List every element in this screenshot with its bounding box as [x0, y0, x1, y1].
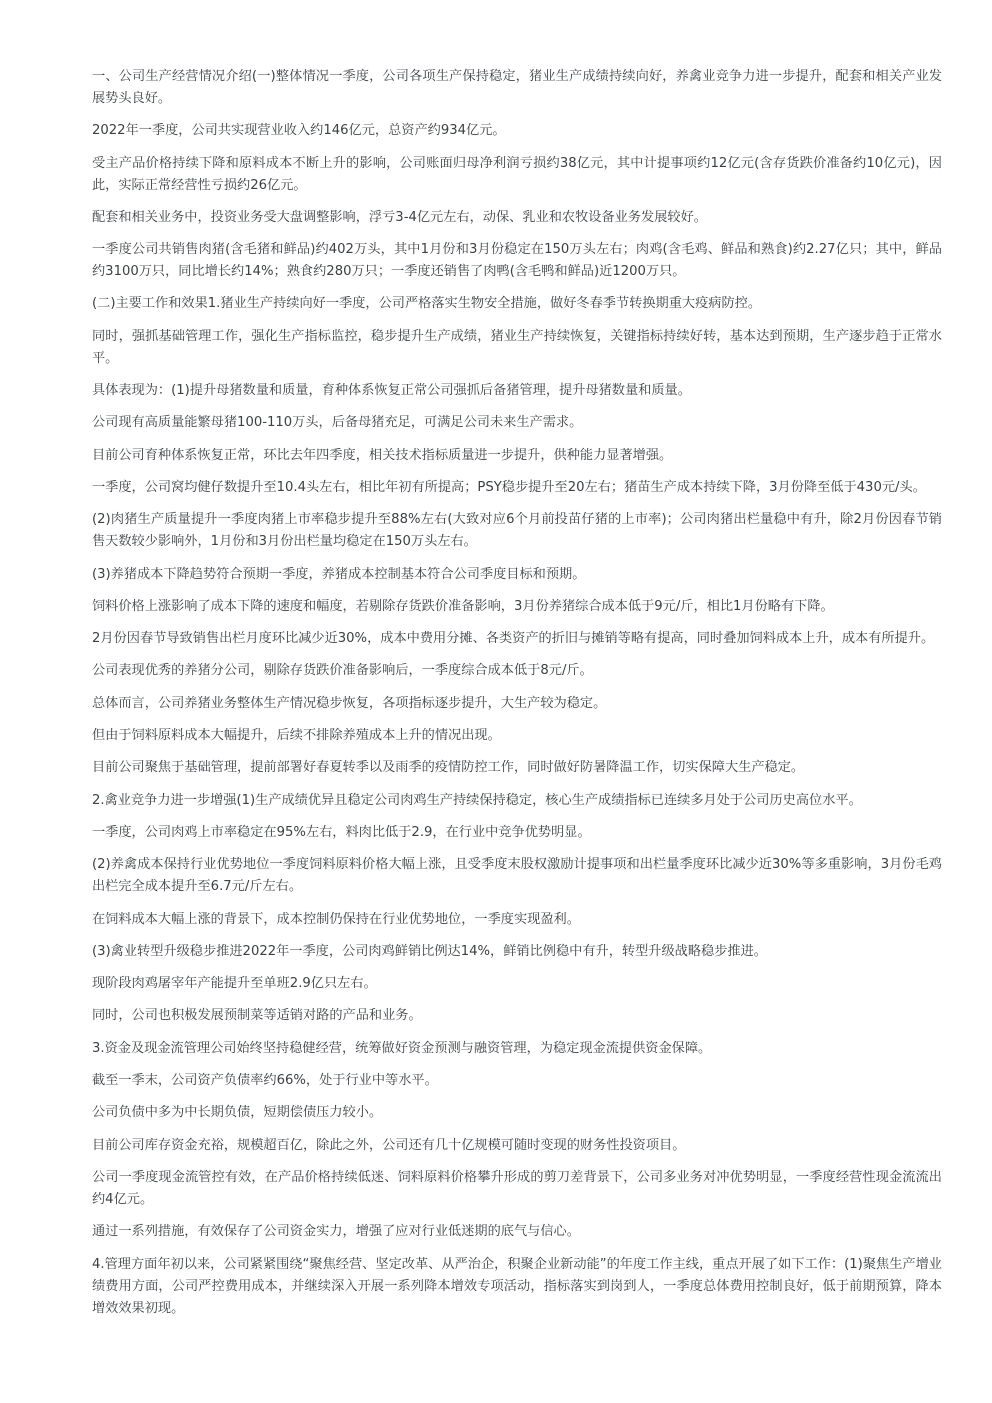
paragraph: 通过一系列措施，有效保存了公司资金实力，增强了应对行业低迷期的底气与信心。: [92, 1224, 580, 1240]
paragraph: 配套和相关业务中，投资业务受大盘调整影响，浮亏3-4亿元左右，动保、乳业和农牧设备业务发展较好。: [92, 209, 707, 225]
paragraph: 一季度公司共销售肉猪(含毛猪和鲜品)约402万头，其中1月份和3月份稳定在150万头左右；肉鸡(含毛鸡、鲜品和熟食)约2.27亿只；其中，鲜品约3100万只，同比增长约14%；熟食约280万只；一季度还销售了肉鸭(含毛鸭和鲜品)近1200万只。: [92, 242, 942, 280]
paragraph: 公司现有高质量能繁母猪100-110万头，后备母猪充足，可满足公司未来生产需求。: [92, 415, 583, 431]
paragraph: 同时，强抓基础管理工作，强化生产指标监控，稳步提升生产成绩，猪业生产持续恢复，关键指标持续好转，基本达到预期，生产逐步趋于正常水平。: [92, 328, 942, 366]
paragraph: 2.禽业竞争力进一步增强(1)生产成绩优异且稳定公司肉鸡生产持续保持稳定，核心生产成绩指标已连续多月处于公司历史高位水平。: [92, 792, 862, 808]
paragraph: (2)养禽成本保持行业优势地位一季度饲料原料价格大幅上涨，且受季度末股权激励计提事项和出栏量季度环比减少近30%等多重影响，3月份毛鸡出栏完全成本提升至6.7元/斤左右。: [92, 857, 942, 895]
paragraph: 一、公司生产经营情况介绍(一)整体情况一季度，公司各项生产保持稳定，猪业生产成绩持续向好，养禽业竞争力进一步提升，配套和相关产业发展势头良好。: [92, 69, 942, 106]
paragraph: 具体表现为：(1)提升母猪数量和质量，育种体系恢复正常公司强抓后备猪管理，提升母猪数量和质量。: [92, 383, 691, 399]
paragraph: 目前公司库存资金充裕，规模超百亿，除此之外，公司还有几十亿规模可随时变现的财务性投资项目。: [92, 1137, 686, 1153]
paragraph: 2月份因春节导致销售出栏月度环比减少近30%，成本中费用分摊、各类资产的折旧与摊销等略有提高，同时叠加饲料成本上升，成本有所提升。: [92, 631, 935, 647]
paragraph: 现阶段肉鸡屠宰年产能提升至单班2.9亿只左右。: [92, 976, 377, 992]
paragraph: 在饲料成本大幅上涨的背景下，成本控制仍保持在行业优势地位，一季度实现盈利。: [92, 911, 580, 927]
paragraph: 受主产品价格持续下降和原料成本不断上升的影响，公司账面归母净利润亏损约38亿元，其中计提事项约12亿元(含存货跌价准备约10亿元)，因此，实际正常经营性亏损约26亿元。: [92, 155, 942, 193]
paragraph: (二)主要工作和效果1.猪业生产持续向好一季度，公司严格落实生物安全措施，做好冬春季节转换期重大疫病防控。: [92, 296, 762, 312]
paragraph: 3.资金及现金流管理公司始终坚持稳健经营，统筹做好资金预测与融资管理，为稳定现金流提供资金保障。: [92, 1040, 712, 1056]
paragraph: 目前公司育种体系恢复正常，环比去年四季度，相关技术指标质量进一步提升，供种能力显著增强。: [92, 447, 673, 463]
paragraph: 同时，公司也积极发展预制菜等适销对路的产品和业务。: [92, 1008, 422, 1024]
paragraph: 但由于饲料原料成本大幅提升，后续不排除养殖成本上升的情况出现。: [92, 728, 501, 744]
paragraph: 总体而言，公司养猪业务整体生产情况稳步恢复，各项指标逐步提升，大生产较为稳定。: [92, 695, 607, 711]
paragraph: 公司负债中多为中长期负债，短期偿债压力较小。: [92, 1105, 383, 1121]
paragraph: 饲料价格上涨影响了成本下降的速度和幅度，若剔除存货跌价准备影响，3月份养猪综合成本低于9元/斤，相比1月份略有下降。: [92, 598, 834, 614]
paragraph: 截至一季末，公司资产负债率约66%，处于行业中等水平。: [92, 1073, 438, 1089]
document-body: [92, 66, 942, 1330]
paragraph: 一季度，公司肉鸡上市率稳定在95%左右，料肉比低于2.9，在行业中竞争优势明显。: [92, 824, 591, 840]
paragraph: 公司一季度现金流管控有效，在产品价格持续低迷、饲料原料价格攀升形成的剪刀差背景下，公司多业务对冲优势明显，一季度经营性现金流流出约4亿元。: [92, 1169, 942, 1207]
paragraph: 目前公司聚焦于基础管理，提前部署好春夏转季以及雨季的疫情防控工作，同时做好防暑降温工作，切实保障大生产稳定。: [92, 760, 805, 776]
paragraph: (3)禽业转型升级稳步推进2022年一季度，公司肉鸡鲜销比例达14%，鲜销比例稳中有升，转型升级战略稳步推进。: [92, 943, 767, 959]
paragraph: 2022年一季度，公司共实现营业收入约146亿元，总资产约934亿元。: [92, 123, 506, 139]
paragraph: (3)养猪成本下降趋势符合预期一季度，养猪成本控制基本符合公司季度目标和预期。: [92, 566, 586, 582]
paragraph: 一季度，公司窝均健仔数提升至10.4头左右，相比年初有所提高；PSY稳步提升至20左右；猪苗生产成本持续下降，3月份降至低于430元/头。: [92, 479, 926, 495]
paragraph: 4.管理方面年初以来，公司紧紧围绕“聚焦经营、坚定改革、从严治企，积聚企业新动能”的年度工作主线，重点开展了如下工作：(1)聚焦生产增业绩费用方面，公司严控费用成本，并继续深入开展一系列降本增效专项活动，指标落实到岗到人，一季度总体费用控制良好，低于前期预算，降本增效效果初现。: [92, 1256, 942, 1316]
paragraph: 公司表现优秀的养猪分公司，剔除存货跌价准备影响后，一季度综合成本低于8元/斤。: [92, 663, 593, 679]
paragraph: (2)肉猪生产质量提升一季度肉猪上市率稳步提升至88%左右(大致对应6个月前投苗仔猪的上市率)；公司肉猪出栏量稳中有升，除2月份因春节销售天数较少影响外，1月份和3月份出栏量均稳定在150万头左右。: [92, 512, 942, 550]
